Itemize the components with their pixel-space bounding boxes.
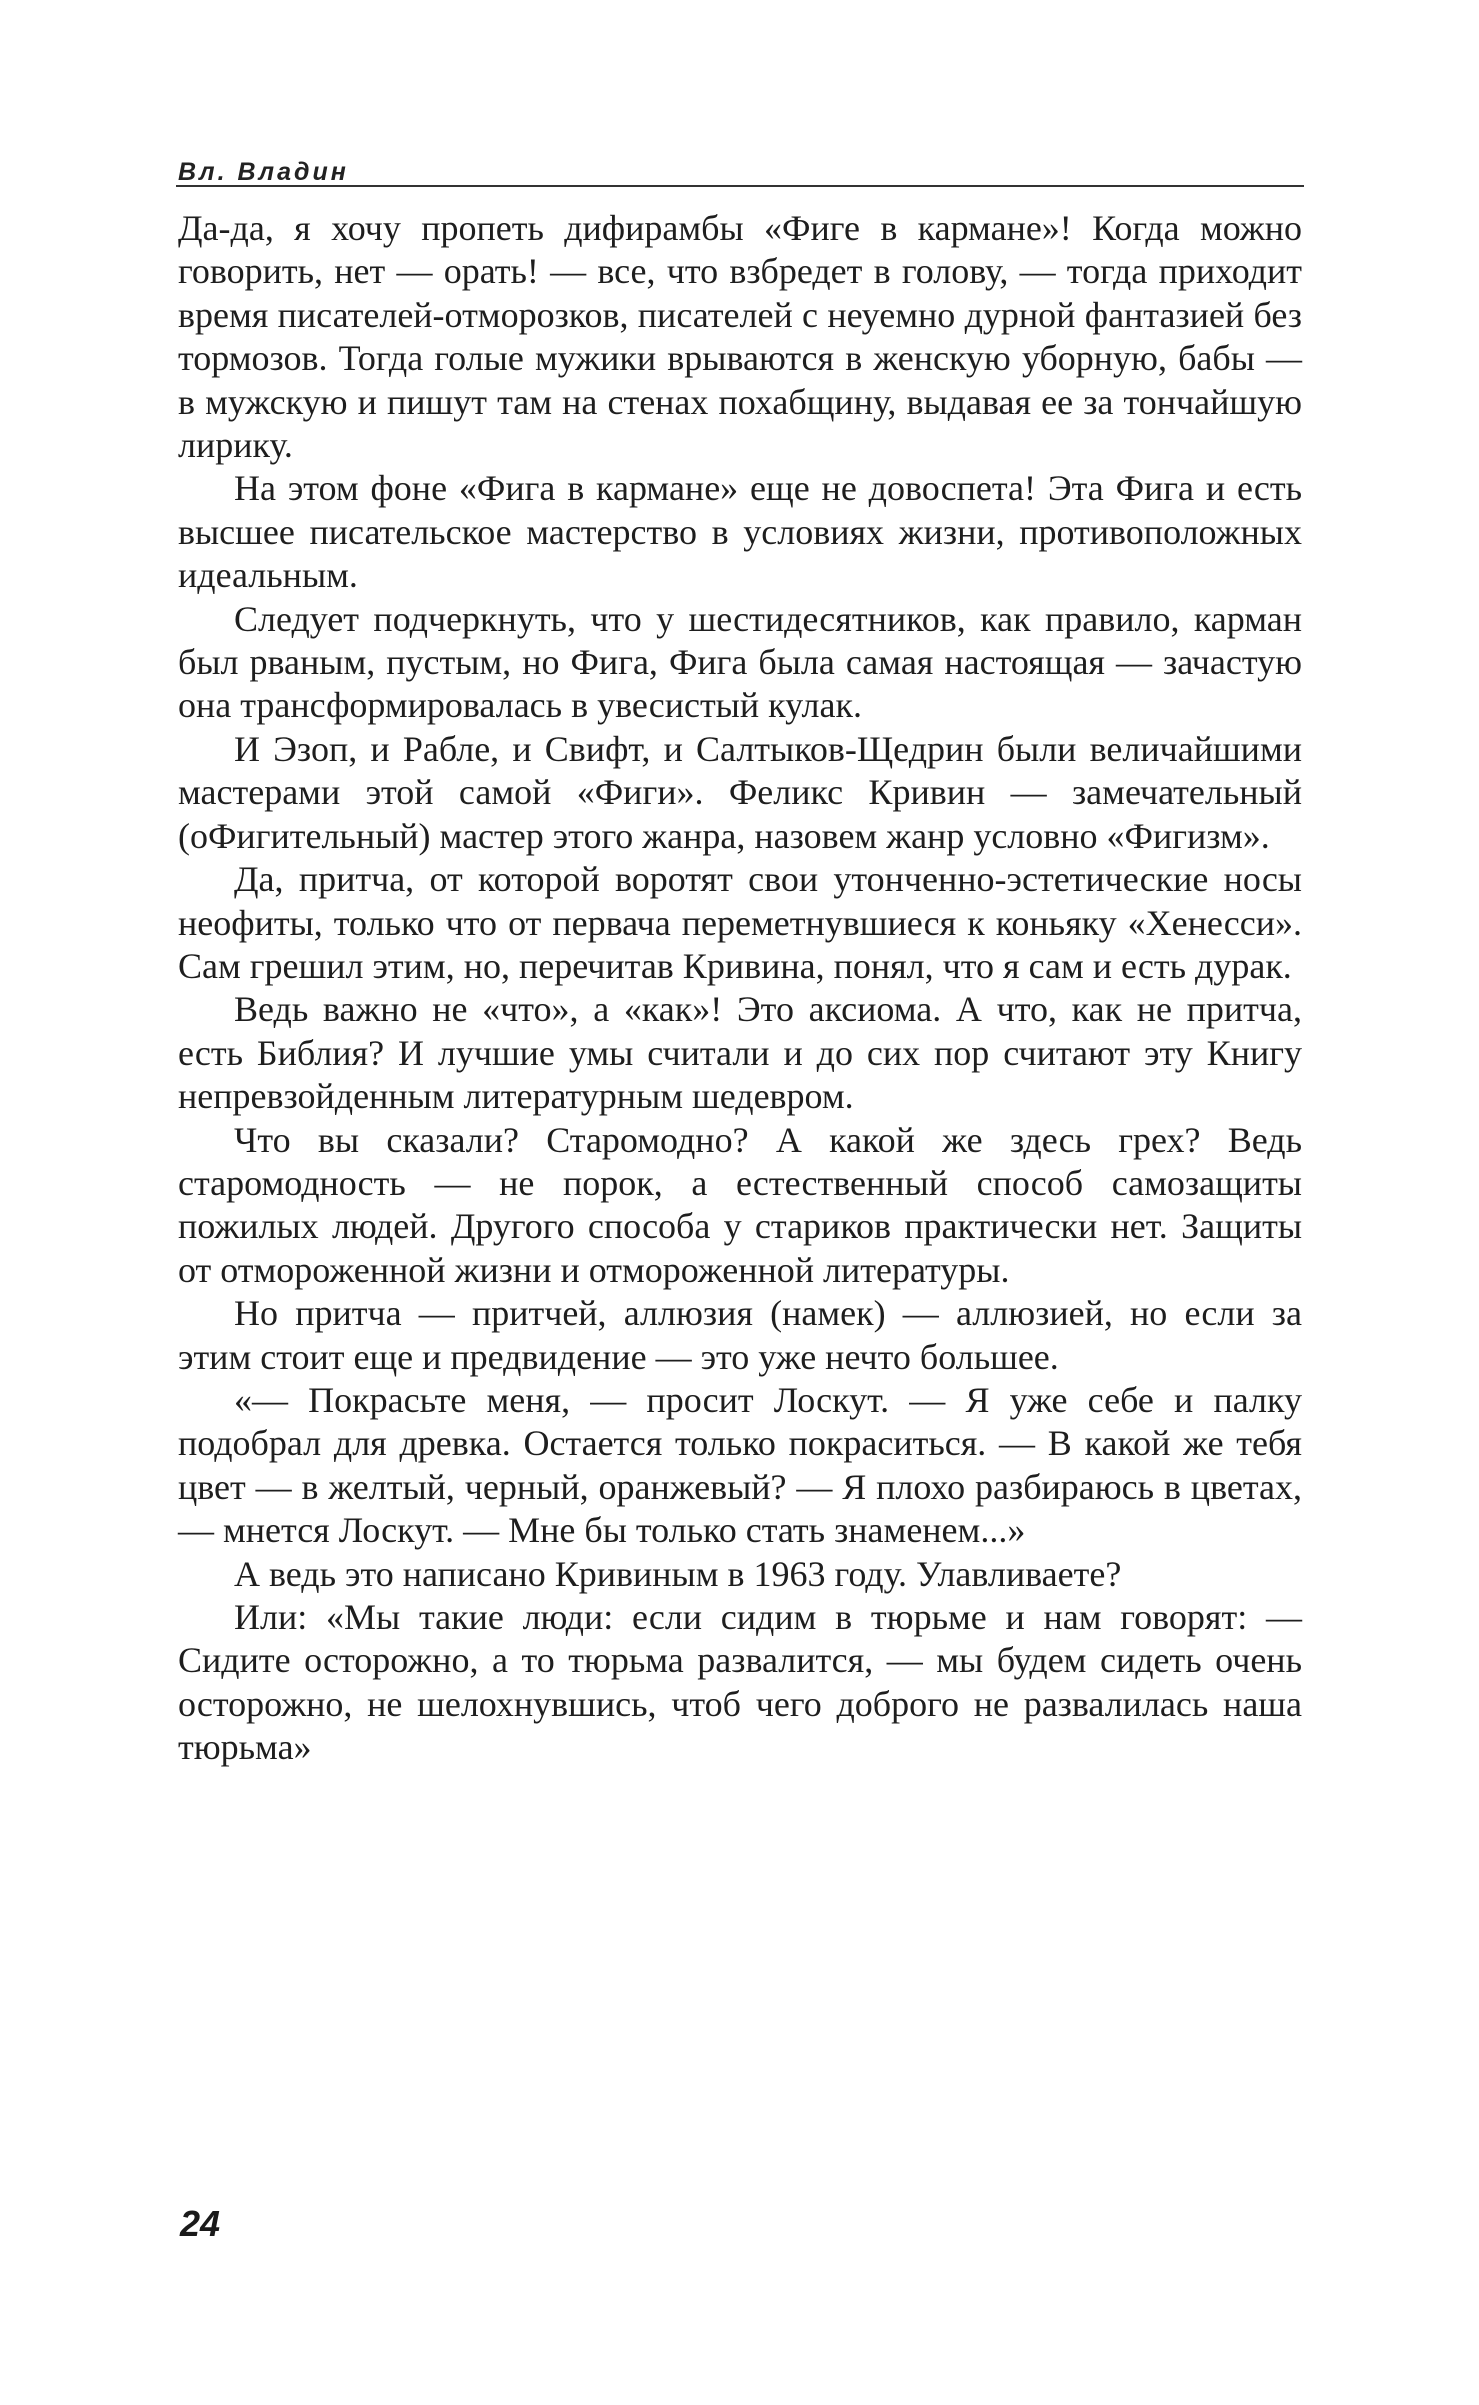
paragraph: Но притча — притчей, аллюзия (намек) — аллюзией, но если за этим стоит еще и предвидение — это уже нечто большее.	[178, 1293, 1302, 1377]
paragraph: А ведь это написано Кривиным в 1963 году. Улавливаете?	[234, 1553, 1122, 1594]
page-number: 24	[180, 2203, 221, 2244]
header-rule	[176, 185, 1304, 187]
running-head: Вл. Владин	[178, 158, 349, 186]
body-text	[178, 207, 1302, 1770]
paragraph: Что вы сказали? Старомодно? А какой же здесь грех? Ведь старомодность — не порок, а естественный способ самозащиты пожилых людей. Другого способа у стариков практически нет. Защиты от отмороженной жизни и отмороженной литературы.	[178, 1119, 1302, 1290]
paragraph: Да, притча, от которой воротят свои утонченно-эстетические носы неофиты, только что от первача переметнувшиеся к коньяку «Хенесси». Сам грешил этим, но, перечитав Кривина, понял, что я сам и есть дурак.	[178, 859, 1302, 986]
paragraph: «— Покрасьте меня, — просит Лоскут. — Я уже себе и палку подобрал для древка. Остается только покраситься. — В какой же тебя цвет — в желтый, черный, оранжевый? — Я плохо разбираюсь в цветах, — мнется Лоскут. — Мне бы только стать знаменем...»	[178, 1379, 1302, 1551]
paragraph: Да-да, я хочу пропеть дифирамбы «Фиге в кармане»! Когда можно говорить, нет — орать! — все, что взбредет в голову, — тогда приходит время писателей-отморозков, писателей с неуемно дурной фантазией без тормозов. Тогда голые мужики врываются в женскую уборную, бабы — в мужскую и пишут там на стенах похабщину, выдавая ее за тончайшую лирику.	[178, 208, 1302, 466]
paragraph: Или: «Мы такие люди: если сидим в тюрьме и нам говорят: — Сидите осторожно, а то тюрьма развалится, — мы будем сидеть очень осторожно, не шелохнувшись, чтоб чего доброго не развалилась наша тюрьма»	[178, 1597, 1302, 1768]
paragraph: И Эзоп, и Рабле, и Свифт, и Салтыков-Щедрин были величайшими мастерами этой самой «Фиги». Феликс Кривин — замечательный (оФигительный) мастер этого жанра, назовем жанр условно «Фигизм».	[178, 728, 1302, 856]
paragraph: Ведь важно не «что», а «как»! Это аксиома. А что, как не притча, есть Библия? И лучшие умы считали и до сих пор считают эту Книгу непревзойденным литературным шедевром.	[178, 989, 1302, 1117]
paragraph: На этом фоне «Фига в кармане» еще не довоспета! Эта Фига и есть высшее писательское мастерство в условиях жизни, противоположных идеальным.	[178, 468, 1302, 596]
paragraph: Следует подчеркнуть, что у шестидесятников, как правило, карман был рваным, пустым, но Фига, Фига была самая настоящая — зачастую она трансформировалась в увесистый кулак.	[178, 598, 1302, 726]
